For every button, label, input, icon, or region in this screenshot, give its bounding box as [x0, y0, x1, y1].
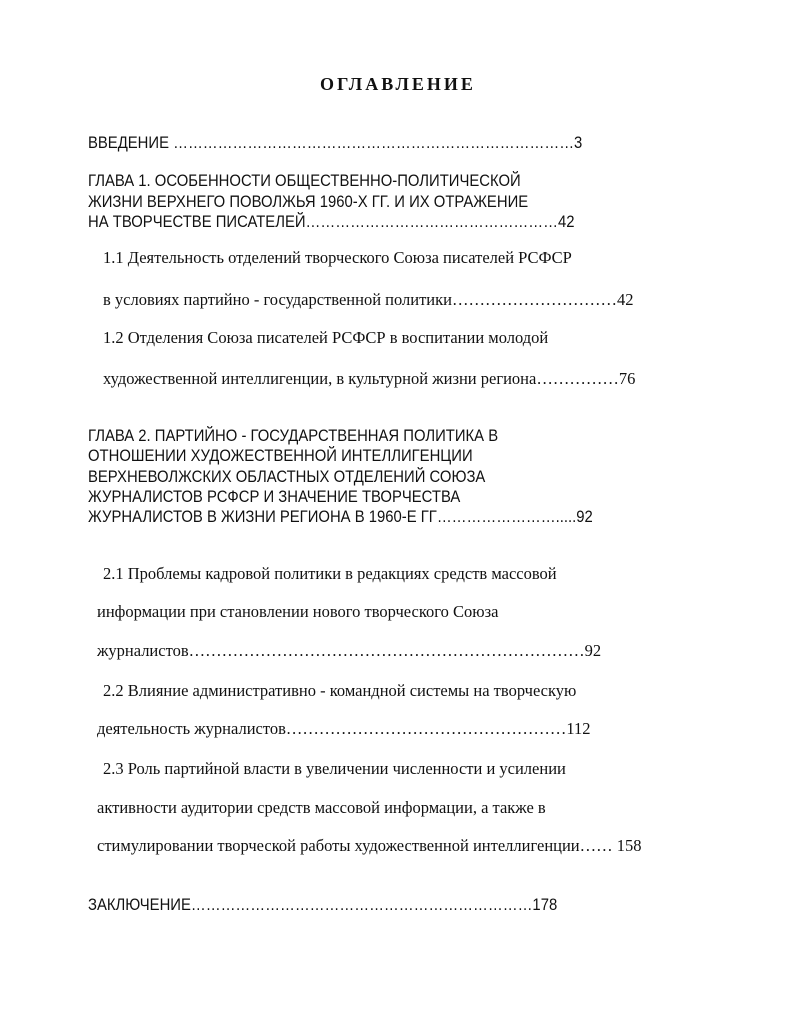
toc-chapter2-line5: ЖУРНАЛИСТОВ В ЖИЗНИ РЕГИОНА В 1960-Е ГГ…………………….....92	[88, 508, 593, 526]
toc-conclusion: ЗАКЛЮЧЕНИЕ……………………………………………………………178	[88, 896, 558, 914]
toc-section-1-1-line1: 1.1 Деятельность отделений творческого Союза писателей РСФСР	[103, 248, 572, 267]
toc-section-2-1-line1: 2.1 Проблемы кадровой политики в редакциях средств массовой	[103, 564, 557, 583]
toc-section-2-1-line2: информации при становлении нового творческого Союза	[97, 602, 499, 621]
toc-chapter1-line2: ЖИЗНИ ВЕРХНЕГО ПОВОЛЖЬЯ 1960-Х ГГ. И ИХ ОТРАЖЕНИЕ	[88, 193, 529, 211]
toc-section-2-3-line1: 2.3 Роль партийной власти в увеличении численности и усилении	[103, 759, 566, 778]
toc-introduction: ВВЕДЕНИЕ ………………………………………………………………………3	[88, 134, 583, 152]
toc-section-2-3-line2: активности аудитории средств массовой информации, а также в	[97, 798, 546, 817]
toc-section-1-2-line1: 1.2 Отделения Союза писателей РСФСР в воспитании молодой	[103, 328, 549, 347]
toc-section-2-3-line3: стимулировании творческой работы художественной интеллигенции…… 158	[97, 836, 642, 855]
toc-chapter2-line2: ОТНОШЕНИИ ХУДОЖЕСТВЕННОЙ ИНТЕЛЛИГЕНЦИИ	[88, 447, 473, 465]
toc-chapter1-line3: НА ТВОРЧЕСТВЕ ПИСАТЕЛЕЙ……………………………………………42	[88, 213, 575, 231]
toc-chapter2-line4: ЖУРНАЛИСТОВ РСФСР И ЗНАЧЕНИЕ ТВОРЧЕСТВА	[88, 488, 461, 506]
toc-section-2-1-line3: журналистов………………………………………………………………92	[97, 641, 602, 660]
toc-section-1-2-line2: художественной интеллигенции, в культурной жизни региона……………76	[103, 369, 636, 388]
toc-chapter1-line1: ГЛАВА 1. ОСОБЕННОСТИ ОБЩЕСТВЕННО-ПОЛИТИЧЕСКОЙ	[88, 172, 521, 190]
toc-section-2-2-line1: 2.2 Влияние административно - командной системы на творческую	[103, 681, 577, 700]
toc-section-1-1-line2: в условиях партийно - государственной политики…………………………42	[103, 290, 634, 309]
toc-chapter2-line1: ГЛАВА 2. ПАРТИЙНО - ГОСУДАРСТВЕННАЯ ПОЛИТИКА В	[88, 427, 499, 445]
toc-chapter2-line3: ВЕРХНЕВОЛЖСКИХ ОБЛАСТНЫХ ОТДЕЛЕНИЙ СОЮЗА	[88, 468, 486, 486]
toc-section-2-2-line2: деятельность журналистов……………………………………………112	[97, 719, 591, 738]
page-title: ОГЛАВЛЕНИЕ	[320, 74, 476, 94]
